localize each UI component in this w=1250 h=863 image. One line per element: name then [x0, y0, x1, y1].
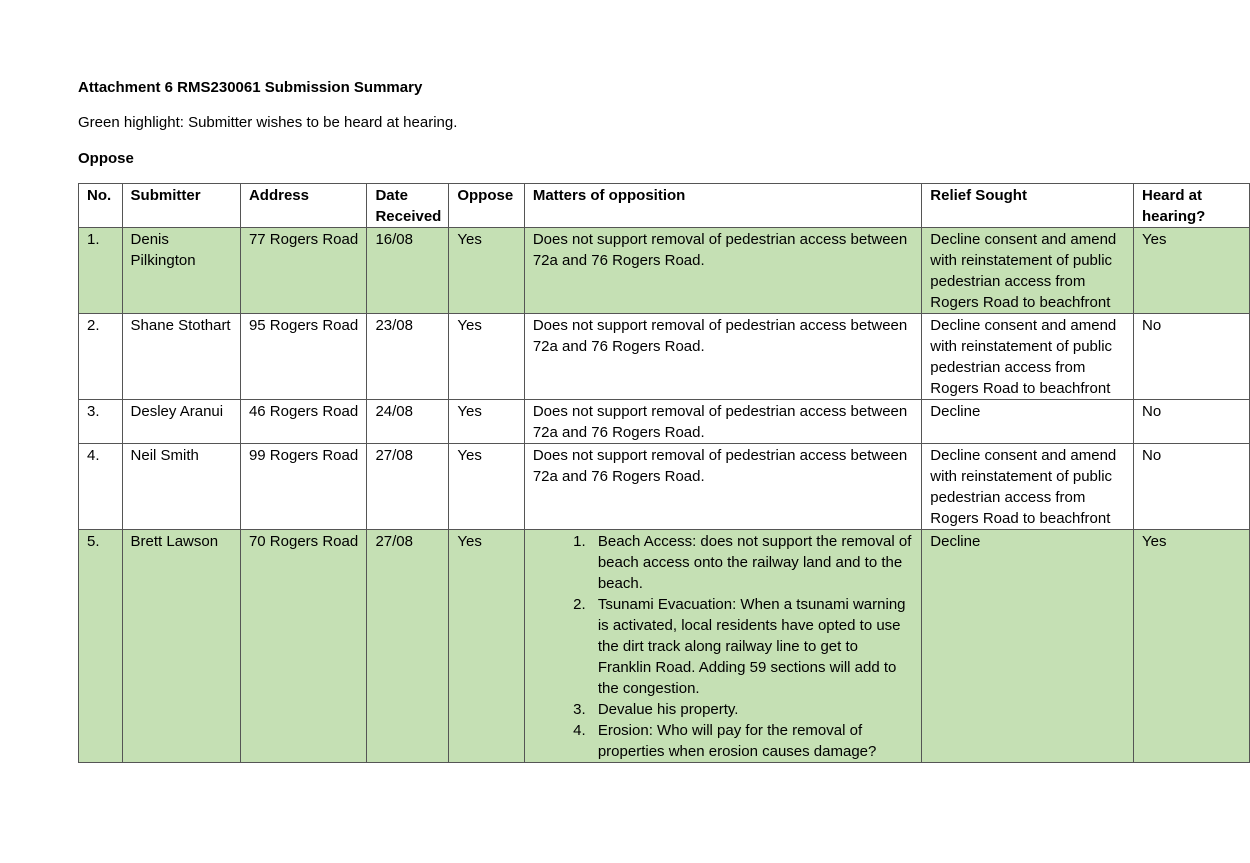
table-row [79, 530, 1250, 763]
cell-date-received: 16/08 [367, 228, 449, 314]
cell-address: 95 Rogers Road [240, 314, 367, 400]
submission-summary-table [78, 183, 1250, 763]
cell-heard: Yes [1133, 228, 1249, 314]
header-address: Address [240, 184, 367, 228]
cell-submitter: Brett Lawson [122, 530, 240, 763]
cell-oppose: Yes [449, 400, 525, 444]
cell-relief: Decline consent and amend with reinstatement of public pedestrian access from Rogers Road to beachfront [922, 228, 1134, 314]
cell-matters: Does not support removal of pedestrian access between 72a and 76 Rogers Road. [524, 444, 921, 530]
cell-no: 4. [79, 444, 123, 530]
cell-submitter: Shane Stothart [122, 314, 240, 400]
cell-oppose: Yes [449, 314, 525, 400]
cell-date-received: 23/08 [367, 314, 449, 400]
cell-relief: Decline [922, 530, 1134, 763]
table-row [79, 400, 1250, 444]
cell-date-received: 27/08 [367, 444, 449, 530]
matters-list [533, 531, 915, 762]
table-row [79, 444, 1250, 530]
matters-list-item: 1. Beach Access: does not support the removal of beach access onto the railway land and to the beach. [590, 531, 915, 594]
header-relief-sought: Relief Sought [922, 184, 1134, 228]
header-date-received: Date Received [367, 184, 449, 228]
cell-oppose: Yes [449, 444, 525, 530]
cell-heard: No [1133, 400, 1249, 444]
cell-heard: No [1133, 444, 1249, 530]
cell-submitter: Neil Smith [122, 444, 240, 530]
cell-date-received: 24/08 [367, 400, 449, 444]
cell-heard: Yes [1133, 530, 1249, 763]
cell-matters: Does not support removal of pedestrian access between 72a and 76 Rogers Road. [524, 400, 921, 444]
cell-submitter: Desley Aranui [122, 400, 240, 444]
cell-matters: Does not support removal of pedestrian access between 72a and 76 Rogers Road. [524, 314, 921, 400]
cell-address: 77 Rogers Road [240, 228, 367, 314]
cell-address: 99 Rogers Road [240, 444, 367, 530]
cell-matters [524, 530, 921, 763]
cell-no: 2. [79, 314, 123, 400]
cell-submitter: Denis Pilkington [122, 228, 240, 314]
cell-oppose: Yes [449, 530, 525, 763]
table-row [79, 314, 1250, 400]
cell-no: 5. [79, 530, 123, 763]
highlight-legend-note: Green highlight: Submitter wishes to be heard at hearing. [78, 114, 458, 131]
cell-address: 46 Rogers Road [240, 400, 367, 444]
header-oppose: Oppose [449, 184, 525, 228]
cell-relief: Decline consent and amend with reinstatement of public pedestrian access from Rogers Road to beachfront [922, 314, 1134, 400]
header-heard-at-hearing: Heard at hearing? [1133, 184, 1249, 228]
cell-relief: Decline consent and amend with reinstatement of public pedestrian access from Rogers Road to beachfront [922, 444, 1134, 530]
cell-matters: Does not support removal of pedestrian access between 72a and 76 Rogers Road. [524, 228, 921, 314]
cell-relief: Decline [922, 400, 1134, 444]
cell-address: 70 Rogers Road [240, 530, 367, 763]
section-heading-oppose: Oppose [78, 150, 134, 167]
cell-no: 1. [79, 228, 123, 314]
document-title: Attachment 6 RMS230061 Submission Summary [78, 79, 423, 96]
header-no: No. [79, 184, 123, 228]
table-row [79, 228, 1250, 314]
cell-no: 3. [79, 400, 123, 444]
matters-list-item: 4. Erosion: Who will pay for the removal of properties when erosion causes damage? [590, 720, 915, 762]
cell-date-received: 27/08 [367, 530, 449, 763]
cell-oppose: Yes [449, 228, 525, 314]
table-header-row [79, 184, 1250, 228]
header-submitter: Submitter [122, 184, 240, 228]
cell-heard: No [1133, 314, 1249, 400]
matters-list-item: 2. Tsunami Evacuation: When a tsunami warning is activated, local residents have opted to use the dirt track along railway line to get to Franklin Road. Adding 59 sections will add to the congestion. [590, 594, 915, 699]
matters-list-item: 3. Devalue his property. [590, 699, 915, 720]
header-matters-of-opposition: Matters of opposition [524, 184, 921, 228]
